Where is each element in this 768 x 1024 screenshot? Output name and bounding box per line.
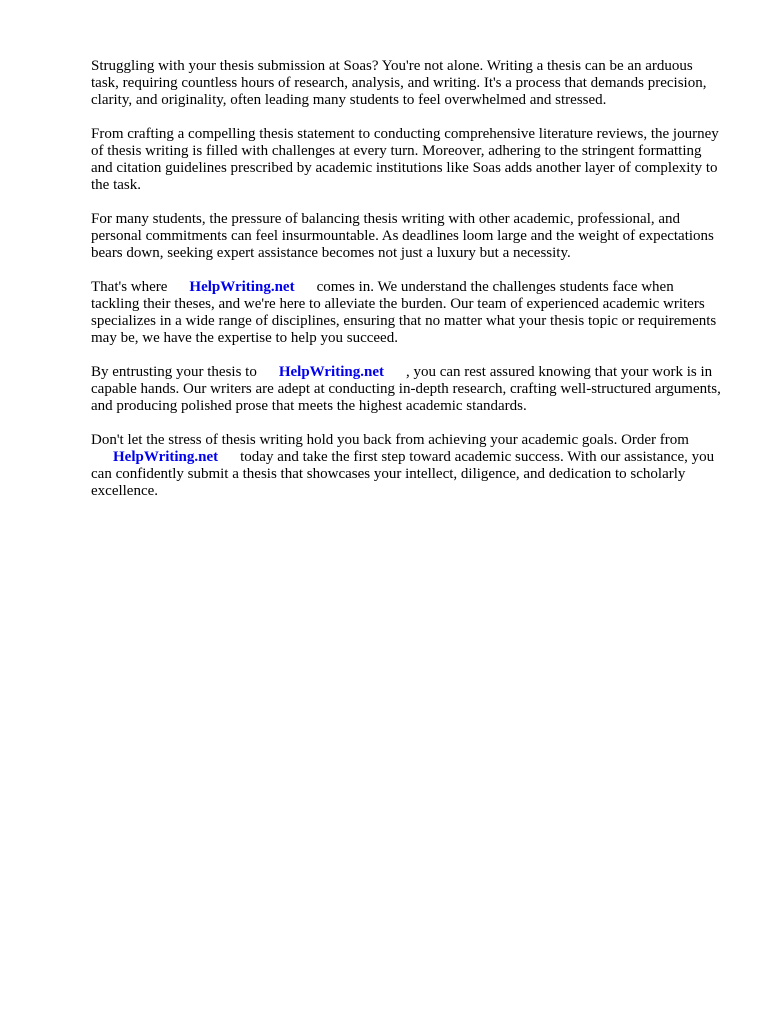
paragraph-challenges-text: From crafting a compelling thesis statement to conducting comprehensive literature reviews, the journey of thesis writing is filled with challenges at every turn. Moreover, adhering to the stringent formatting and citation guidelines prescribed by academic institutions like Soas adds another layer of complexity to the task. [91, 126, 719, 193]
helpwriting-link[interactable]: HelpWriting.net [113, 449, 219, 465]
paragraph-intro [91, 58, 723, 109]
helpwriting-link[interactable]: HelpWriting.net [189, 279, 295, 295]
paragraph-entrust-text-after: , you can rest assured knowing that your work is in capable hands. Our writers are adept at conducting in-depth research, crafting well-structured arguments, and producing polished prose that meets the highest academic standards. [91, 364, 721, 414]
paragraph-pressure [91, 211, 723, 262]
paragraph-intro-text: Struggling with your thesis submission at Soas? You're not alone. Writing a thesis can be an arduous task, requiring countless hours of research, analysis, and writing. It's a process that demands precision, clarity, and originality, often leading many students to feel overwhelmed and stressed. [91, 58, 707, 108]
paragraph-service [91, 279, 723, 347]
paragraph-service-text-before: That's where [91, 279, 168, 295]
paragraph-order [91, 432, 723, 500]
paragraph-pressure-text: For many students, the pressure of balancing thesis writing with other academic, professional, and personal commitments can feel insurmountable. As deadlines loom large and the weight of expectations bears down, seeking expert assistance becomes not just a luxury but a necessity. [91, 211, 714, 261]
paragraph-entrust [91, 364, 723, 415]
paragraph-order-text-before: Don't let the stress of thesis writing hold you back from achieving your academic goals. Order from [91, 432, 689, 448]
paragraph-challenges [91, 126, 723, 194]
paragraph-service-text-after: comes in. We understand the challenges students face when tackling their theses, and we're here to alleviate the burden. Our team of experienced academic writers specializes in a wide range of disciplines, ensuring that no matter what your thesis topic or requirements may be, we have the expertise to help you succeed. [91, 279, 717, 346]
document-body [91, 58, 723, 517]
paragraph-entrust-text-before: By entrusting your thesis to [91, 364, 257, 380]
helpwriting-link[interactable]: HelpWriting.net [278, 364, 384, 380]
paragraph-order-text-after: today and take the first step toward academic success. With our assistance, you can confidently submit a thesis that showcases your intellect, diligence, and dedication to scholarly excellence. [91, 449, 715, 499]
